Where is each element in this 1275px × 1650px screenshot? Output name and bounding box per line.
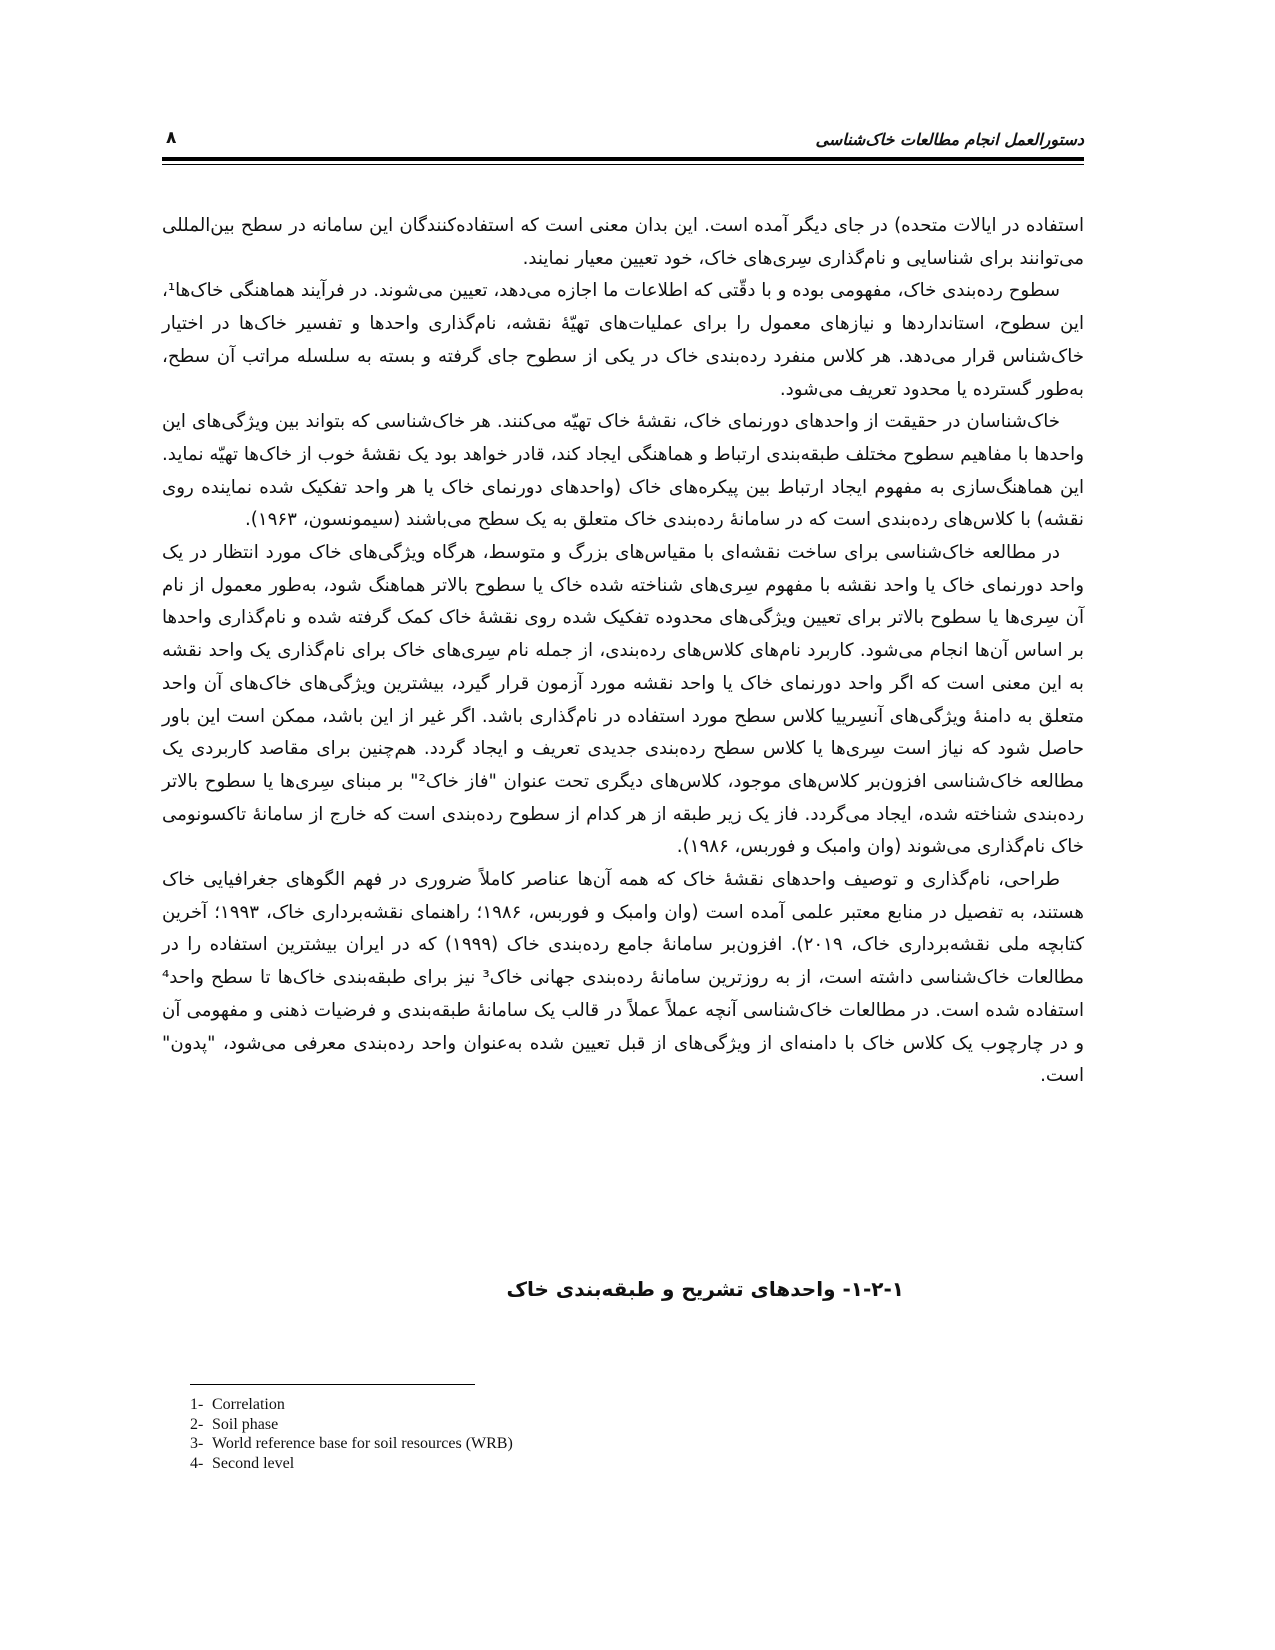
footnote-text: Second level xyxy=(212,1454,295,1472)
section-heading-wrapper xyxy=(162,1277,1084,1301)
footnotes xyxy=(190,1395,890,1473)
footnote-item xyxy=(190,1434,890,1454)
footnote-number: 2- xyxy=(190,1415,204,1433)
page-header xyxy=(162,126,1084,156)
footnote-item xyxy=(190,1415,890,1435)
footnote-number: 4- xyxy=(190,1454,204,1472)
page-number: ۸ xyxy=(166,128,177,148)
footnote-text: Soil phase xyxy=(212,1415,279,1433)
footnote-number: 1- xyxy=(190,1396,204,1413)
running-title: دستورالعمل انجام مطالعات خاک‌شناسی xyxy=(815,130,1084,149)
paragraph-4: در مطالعه خاک‌شناسی برای ساخت نقشه‌ای با مقیاس‌های بزرگ و متوسط، هرگاه ویژگی‌های خاک مورد انتظار در یک واحد دورنمای خاک یا واحد نقشه با مفهوم سِری‌های شناخته شده خاک یا سطوح بالاتر هماهنگ شود، به‌طور معمول از نام آن سِری‌ها یا سطوح بالاتر برای تعیین ویژگی‌های محدوده تفکیک شده روی نقشهٔ خاک کمک گرفته شده و نام‌گذاری واحدها بر اساس آن‌ها انجام می‌شود. کاربرد نام‌های کلاس‌های رده‌بندی، از جمله نام سِری‌های خاک برای نام‌گذاری یک واحد نقشه به این معنی است که اگر واحد دورنمای خاک یا واحد نقشه مورد آزمون قرار گیرد، بیشترین ویژگی‌های خاک‌های آن واحد متعلق به دامنهٔ ویژگی‌های آنسِرییا کلاس سطح مورد استفاده در نام‌گذاری باشد. اگر غیر از این باشد، ممکن است این باور حاصل شود که نیاز است سِری‌ها یا کلاس سطح رده‌بندی جدیدی تعریف و ایجاد گردد. هم‌چنین برای مقاصد کاربردی یک مطالعه خاک‌شناسی افزون‌بر کلاس‌های موجود، کلاس‌های دیگری تحت عنوان "فاز خاک²" بر مبنای سِری‌ها یا سطوح بالاتر رده‌بندی شناخته شده، ایجاد می‌گردد. فاز یک زیر طبقه از هر کدام از سطوح رده‌بندی است که خارج از سامانهٔ تاکسونومی خاک نام‌گذاری می‌شوند (وان وامبک و فوربس، ۱۹۸۶). xyxy=(162,542,1084,858)
paragraph-5: طراحی، نام‌گذاری و توصیف واحدهای نقشهٔ خاک که همه آن‌ها عناصر کاملاً ضروری در فهم الگوهای جغرافیایی خاک هستند، به تفصیل در منابع معتبر علمی آمده است (وان وامبک و فوربس، ۱۹۸۶؛ راهنمای نقشه‌برداری خاک، ۱۹۹۳؛ آخرین کتابچه ملی نقشه‌برداری خاک، ۲۰۱۹). افزون‌بر سامانهٔ جامع رده‌بندی خاک (۱۹۹۹) که در ایران بیشترین استفاده را در مطالعات خاک‌شناسی داشته است، از به روزترین سامانهٔ رده‌بندی جهانی خاک³ نیز برای طبقه‌بندی خاک‌ها تا سطح واحد⁴ استفاده شده است. در مطالعات خاک‌شناسی آنچه عملاً عملاً در قالب یک سامانهٔ طبقه‌بندی و فرضیات ذهنی و مفهومی آن و در چارچوب یک کلاس خاک با دامنه‌ای از ویژگی‌های از قبل تعیین شده به‌عنوان واحد رده‌بندی معرفی می‌شود، "پدون" است. xyxy=(162,869,1084,1087)
paragraph-2: سطوح رده‌بندی خاک، مفهومی بوده و با دقّتی که اطلاعات ما اجازه می‌دهد، تعیین می‌شوند. در فرآیند هماهنگی خاک‌ها¹، این سطوح، استانداردها و نیازهای معمول را برای عملیات‌های تهیّهٔ نقشه، نام‌گذاری واحدها و تفسیر خاک‌ها در اختیار خاک‌شناس قرار می‌دهد. هر کلاس منفرد رده‌بندی خاک در یکی از سطوح جای گرفته و بسته به سلسله مراتب آن سطح، به‌طور گسترده یا محدود تعریف می‌شود. xyxy=(162,280,1084,400)
footnote-divider xyxy=(190,1384,475,1385)
header-rule-thin xyxy=(162,164,1084,165)
footnote-text: World reference base for soil resources (WRB) xyxy=(212,1435,513,1452)
body-text xyxy=(162,210,1084,1093)
section-heading: ۱-۲-۱- واحدهای تشریح و طبقه‌بندی خاک xyxy=(506,1277,904,1301)
footnote-text: Correlation xyxy=(212,1396,285,1413)
paragraph-1: استفاده در ایالات متحده) در جای دیگر آمده است. این بدان معنی است که استفاده‌کنندگان این سامانه در سطح بین‌المللی می‌توانند برای شناسایی و نام‌گذاری سِری‌های خاک، خود تعیین معیار نمایند. xyxy=(162,215,1084,269)
header-rule-thick xyxy=(162,157,1084,161)
paragraph-3: خاک‌شناسان در حقیقت از واحدهای دورنمای خاک، نقشهٔ خاک تهیّه می‌کنند. هر خاک‌شناسی که بتواند بین ویژگی‌های این واحدها با مفاهیم سطوح مختلف طبقه‌بندی ارتباط و هماهنگی ایجاد کند، قادر خواهد بود یک نقشهٔ خوب از خاک‌ها تهیّه نماید. این هماهنگ‌سازی به مفهوم ایجاد ارتباط بین پیکره‌های خاک (واحدهای دورنمای خاک یا هر واحد تفکیک شده نماینده روی نقشه) با کلاس‌های رده‌بندی است که در سامانهٔ رده‌بندی خاک متعلق به یک سطح می‌باشند (سیمونسون، ۱۹۶۳). xyxy=(162,411,1084,531)
footnote-item xyxy=(190,1454,890,1474)
footnote-item xyxy=(190,1395,890,1415)
footnote-number: 3- xyxy=(190,1435,204,1452)
